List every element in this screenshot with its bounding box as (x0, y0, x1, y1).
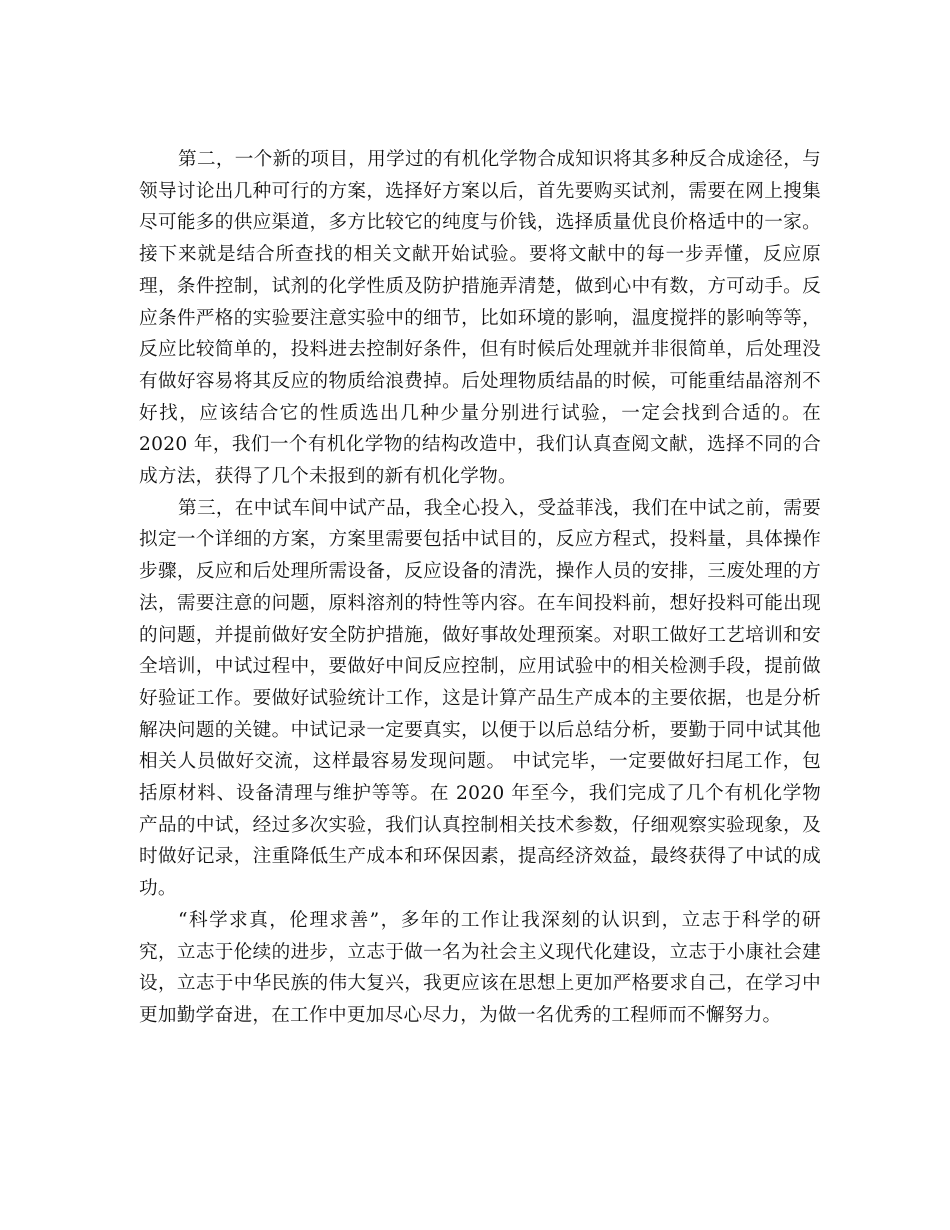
paragraph-third-point: 第三，在中试车间中试产品，我全心投入，受益菲浅，我们在中试之前，需要拟定一个详细的方案，方案里需要包括中试目的，反应方程式，投料量，具体操作步骤，反应和后处理所需设备，反应设备的清洗，操作人员的安排，三废处理的方法，需要注意的问题，原料溶剂的特性等内容。在车间投料前，想好投料可能出现的问题，并提前做好安全防护措施，做好事故处理预案。对职工做好工艺培训和安全培训，中试过程中，要做好中间反应控制，应用试验中的相关检测手段，提前做好验证工作。要做好试验统计工作，这是计算产品生产成本的主要依据，也是分析解决问题的关键。中试记录一定要真实，以便于以后总结分析，要勤于同中试其他相关人员做好交流，这样最容易发现问题。 中试完毕，一定要做好扫尾工作，包括原材料、设备清理与维护等等。在 2020 年至今，我们完成了几个有机化学物产品的中试，经过多次实验，我们认真控制相关技术参数，仔细观察实验现象，及时做好记录，注重降低生产成本和环保因素，提高经济效益，最终获得了中试的成功。 (139, 497, 821, 900)
paragraph-second-point: 第二，一个新的项目，用学过的有机化学物合成知识将其多种反合成途径，与领导讨论出几种可行的方案，选择好方案以后，首先要购买试剂，需要在网上搜集尽可能多的供应渠道，多方比较它的纯度与价钱，选择质量优良价格适中的一家。接下来就是结合所查找的相关文献开始试验。要将文献中的每一步弄懂，反应原理，条件控制，试剂的化学性质及防护措施弄清楚，做到心中有数，方可动手。反应条件严格的实验要注意实验中的细节，比如环境的影响，温度搅拌的影响等等，反应比较简单的，投料进去控制好条件，但有时候后处理就并非很简单，后处理没有做好容易将其反应的物质给浪费掉。后处理物质结晶的时候，可能重结晶溶剂不好找，应该结合它的性质选出几种少量分别进行试验，一定会找到合适的。在 2020 年，我们一个有机化学物的结构改造中，我们认真查阅文献，选择不同的合成方法，获得了几个未报到的新有机化学物。 (139, 149, 821, 488)
document-body (139, 144, 821, 1032)
paragraph-conclusion: “科学求真，伦理求善”，多年的工作让我深刻的认识到，立志于科学的研究，立志于伦续的进步，立志于做一名为社会主义现代化建设，立志于小康社会建设，立志于中华民族的伟大复兴，我更应该在思想上更加严格要求自己，在学习中更加勤学奋进，在工作中更加尽心尽力，为做一名优秀的工程师而不懈努力。 (139, 909, 821, 1026)
